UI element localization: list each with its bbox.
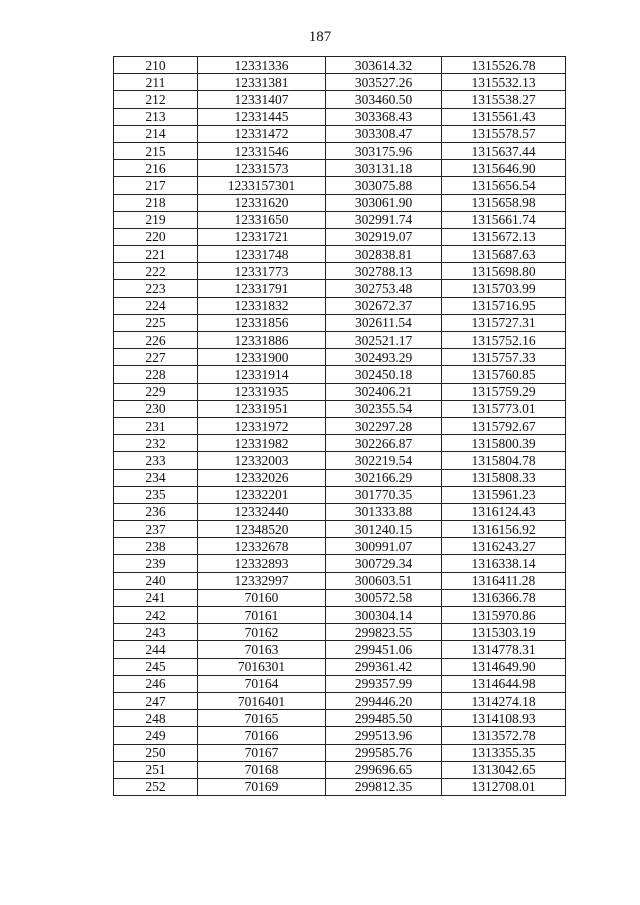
point-id-cell: 70162 [198,624,326,641]
point-id-cell: 70168 [198,761,326,778]
point-id-cell: 12331832 [198,297,326,314]
table-row [114,74,566,91]
x-coordinate-cell: 299513.96 [326,727,442,744]
table-row [114,332,566,349]
table-row [114,177,566,194]
y-coordinate-cell: 1314644.98 [442,675,566,692]
point-id-cell: 12331914 [198,366,326,383]
y-coordinate-cell: 1315672.13 [442,228,566,245]
point-number-cell: 225 [114,314,198,331]
y-coordinate-cell: 1314778.31 [442,641,566,658]
point-number-cell: 237 [114,521,198,538]
y-coordinate-cell: 1315970.86 [442,607,566,624]
point-id-cell: 70164 [198,675,326,692]
point-id-cell: 12331650 [198,211,326,228]
point-number-cell: 213 [114,108,198,125]
point-id-cell: 12332201 [198,486,326,503]
point-id-cell: 70160 [198,589,326,606]
table-row [114,228,566,245]
point-number-cell: 233 [114,452,198,469]
y-coordinate-cell: 1316124.43 [442,503,566,520]
y-coordinate-cell: 1316156.92 [442,521,566,538]
point-number-cell: 239 [114,555,198,572]
table-row [114,624,566,641]
x-coordinate-cell: 303131.18 [326,160,442,177]
y-coordinate-cell: 1315578.57 [442,125,566,142]
x-coordinate-cell: 303175.96 [326,142,442,159]
point-id-cell: 1233157301 [198,177,326,194]
point-number-cell: 226 [114,332,198,349]
y-coordinate-cell: 1315961.23 [442,486,566,503]
table-row [114,469,566,486]
y-coordinate-cell: 1315752.16 [442,332,566,349]
point-number-cell: 219 [114,211,198,228]
table-row [114,297,566,314]
y-coordinate-cell: 1314274.18 [442,692,566,709]
point-number-cell: 245 [114,658,198,675]
table-row [114,744,566,761]
x-coordinate-cell: 303308.47 [326,125,442,142]
x-coordinate-cell: 302838.81 [326,246,442,263]
table-row [114,486,566,503]
table-row [114,211,566,228]
point-id-cell: 12332003 [198,452,326,469]
y-coordinate-cell: 1313572.78 [442,727,566,744]
table-row [114,503,566,520]
table-row [114,280,566,297]
point-number-cell: 231 [114,417,198,434]
x-coordinate-cell: 300304.14 [326,607,442,624]
point-id-cell: 70167 [198,744,326,761]
point-id-cell: 7016401 [198,692,326,709]
x-coordinate-cell: 301240.15 [326,521,442,538]
point-number-cell: 228 [114,366,198,383]
table-row [114,194,566,211]
y-coordinate-cell: 1315656.54 [442,177,566,194]
point-id-cell: 12331856 [198,314,326,331]
x-coordinate-cell: 302219.54 [326,452,442,469]
x-coordinate-cell: 300729.34 [326,555,442,572]
y-coordinate-cell: 1315561.43 [442,108,566,125]
point-number-cell: 218 [114,194,198,211]
y-coordinate-cell: 1315760.85 [442,366,566,383]
x-coordinate-cell: 299485.50 [326,710,442,727]
point-id-cell: 12331791 [198,280,326,297]
x-coordinate-cell: 302297.28 [326,417,442,434]
point-number-cell: 252 [114,778,198,795]
point-id-cell: 12348520 [198,521,326,538]
point-number-cell: 243 [114,624,198,641]
point-id-cell: 12331445 [198,108,326,125]
point-id-cell: 12332678 [198,538,326,555]
x-coordinate-cell: 299823.55 [326,624,442,641]
point-id-cell: 12331982 [198,435,326,452]
point-number-cell: 238 [114,538,198,555]
x-coordinate-cell: 302266.87 [326,435,442,452]
y-coordinate-cell: 1315808.33 [442,469,566,486]
point-id-cell: 12332893 [198,555,326,572]
table-row [114,417,566,434]
x-coordinate-cell: 299812.35 [326,778,442,795]
point-id-cell: 12331620 [198,194,326,211]
point-id-cell: 12331381 [198,74,326,91]
table-row [114,349,566,366]
point-id-cell: 12331886 [198,332,326,349]
point-id-cell: 12332440 [198,503,326,520]
x-coordinate-cell: 299357.99 [326,675,442,692]
point-number-cell: 248 [114,710,198,727]
x-coordinate-cell: 302672.37 [326,297,442,314]
y-coordinate-cell: 1315800.39 [442,435,566,452]
x-coordinate-cell: 303368.43 [326,108,442,125]
x-coordinate-cell: 303614.32 [326,57,442,74]
point-id-cell: 12331900 [198,349,326,366]
x-coordinate-cell: 299696.65 [326,761,442,778]
point-id-cell: 12331407 [198,91,326,108]
point-number-cell: 242 [114,607,198,624]
x-coordinate-cell: 302753.48 [326,280,442,297]
point-number-cell: 220 [114,228,198,245]
y-coordinate-cell: 1315804.78 [442,452,566,469]
table-row [114,91,566,108]
point-number-cell: 215 [114,142,198,159]
point-id-cell: 12331472 [198,125,326,142]
x-coordinate-cell: 302788.13 [326,263,442,280]
x-coordinate-cell: 303460.50 [326,91,442,108]
y-coordinate-cell: 1313355.35 [442,744,566,761]
point-id-cell: 70169 [198,778,326,795]
point-id-cell: 12331748 [198,246,326,263]
point-id-cell: 70163 [198,641,326,658]
y-coordinate-cell: 1316338.14 [442,555,566,572]
point-number-cell: 236 [114,503,198,520]
point-number-cell: 214 [114,125,198,142]
table-row [114,521,566,538]
x-coordinate-cell: 299361.42 [326,658,442,675]
table-row [114,727,566,744]
x-coordinate-cell: 300603.51 [326,572,442,589]
point-id-cell: 12331935 [198,383,326,400]
table-row [114,710,566,727]
y-coordinate-cell: 1315661.74 [442,211,566,228]
point-number-cell: 223 [114,280,198,297]
x-coordinate-cell: 303061.90 [326,194,442,211]
x-coordinate-cell: 303075.88 [326,177,442,194]
point-id-cell: 70165 [198,710,326,727]
y-coordinate-cell: 1314649.90 [442,658,566,675]
point-number-cell: 230 [114,400,198,417]
table-row [114,589,566,606]
y-coordinate-cell: 1315792.67 [442,417,566,434]
y-coordinate-cell: 1315538.27 [442,91,566,108]
x-coordinate-cell: 302493.29 [326,349,442,366]
table-row [114,658,566,675]
point-number-cell: 221 [114,246,198,263]
table-row [114,366,566,383]
y-coordinate-cell: 1315526.78 [442,57,566,74]
point-number-cell: 216 [114,160,198,177]
table-row [114,263,566,280]
table-row [114,435,566,452]
point-number-cell: 212 [114,91,198,108]
point-number-cell: 250 [114,744,198,761]
x-coordinate-cell: 299446.20 [326,692,442,709]
point-number-cell: 232 [114,435,198,452]
y-coordinate-cell: 1316366.78 [442,589,566,606]
point-id-cell: 70166 [198,727,326,744]
x-coordinate-cell: 300572.58 [326,589,442,606]
x-coordinate-cell: 303527.26 [326,74,442,91]
table-row [114,778,566,795]
y-coordinate-cell: 1316411.28 [442,572,566,589]
table-row [114,452,566,469]
y-coordinate-cell: 1315532.13 [442,74,566,91]
table-row [114,641,566,658]
table-row [114,572,566,589]
table-row [114,108,566,125]
y-coordinate-cell: 1313042.65 [442,761,566,778]
point-id-cell: 12331573 [198,160,326,177]
x-coordinate-cell: 302355.54 [326,400,442,417]
page-number: 187 [308,29,332,45]
table-row [114,314,566,331]
point-number-cell: 247 [114,692,198,709]
x-coordinate-cell: 302450.18 [326,366,442,383]
table-row [114,125,566,142]
point-number-cell: 229 [114,383,198,400]
y-coordinate-cell: 1315716.95 [442,297,566,314]
x-coordinate-cell: 302991.74 [326,211,442,228]
point-number-cell: 211 [114,74,198,91]
table-row [114,160,566,177]
y-coordinate-cell: 1316243.27 [442,538,566,555]
table-row [114,761,566,778]
point-id-cell: 12332026 [198,469,326,486]
y-coordinate-cell: 1315773.01 [442,400,566,417]
y-coordinate-cell: 1315637.44 [442,142,566,159]
x-coordinate-cell: 302919.07 [326,228,442,245]
table-body [114,57,566,796]
table-row [114,383,566,400]
x-coordinate-cell: 299451.06 [326,641,442,658]
coordinates-table [113,56,566,796]
point-id-cell: 12331546 [198,142,326,159]
y-coordinate-cell: 1315703.99 [442,280,566,297]
y-coordinate-cell: 1315687.63 [442,246,566,263]
point-number-cell: 249 [114,727,198,744]
table-row [114,692,566,709]
point-id-cell: 12331336 [198,57,326,74]
table-row [114,607,566,624]
y-coordinate-cell: 1315658.98 [442,194,566,211]
y-coordinate-cell: 1314108.93 [442,710,566,727]
point-number-cell: 224 [114,297,198,314]
point-number-cell: 227 [114,349,198,366]
x-coordinate-cell: 302166.29 [326,469,442,486]
point-id-cell: 12331951 [198,400,326,417]
x-coordinate-cell: 302611.54 [326,314,442,331]
point-id-cell: 12331721 [198,228,326,245]
point-id-cell: 12332997 [198,572,326,589]
point-id-cell: 7016301 [198,658,326,675]
point-number-cell: 217 [114,177,198,194]
point-number-cell: 251 [114,761,198,778]
x-coordinate-cell: 301333.88 [326,503,442,520]
x-coordinate-cell: 299585.76 [326,744,442,761]
x-coordinate-cell: 300991.07 [326,538,442,555]
point-id-cell: 70161 [198,607,326,624]
table-row [114,142,566,159]
table-row [114,246,566,263]
point-number-cell: 210 [114,57,198,74]
point-number-cell: 246 [114,675,198,692]
point-number-cell: 241 [114,589,198,606]
point-number-cell: 244 [114,641,198,658]
x-coordinate-cell: 302406.21 [326,383,442,400]
y-coordinate-cell: 1315646.90 [442,160,566,177]
y-coordinate-cell: 1315698.80 [442,263,566,280]
table-row [114,675,566,692]
y-coordinate-cell: 1315727.31 [442,314,566,331]
table-row [114,555,566,572]
table-row [114,57,566,74]
point-number-cell: 240 [114,572,198,589]
y-coordinate-cell: 1315303.19 [442,624,566,641]
point-number-cell: 235 [114,486,198,503]
point-id-cell: 12331773 [198,263,326,280]
y-coordinate-cell: 1315757.33 [442,349,566,366]
point-id-cell: 12331972 [198,417,326,434]
table-row [114,400,566,417]
point-number-cell: 234 [114,469,198,486]
table-row [114,538,566,555]
point-number-cell: 222 [114,263,198,280]
x-coordinate-cell: 301770.35 [326,486,442,503]
x-coordinate-cell: 302521.17 [326,332,442,349]
y-coordinate-cell: 1312708.01 [442,778,566,795]
y-coordinate-cell: 1315759.29 [442,383,566,400]
